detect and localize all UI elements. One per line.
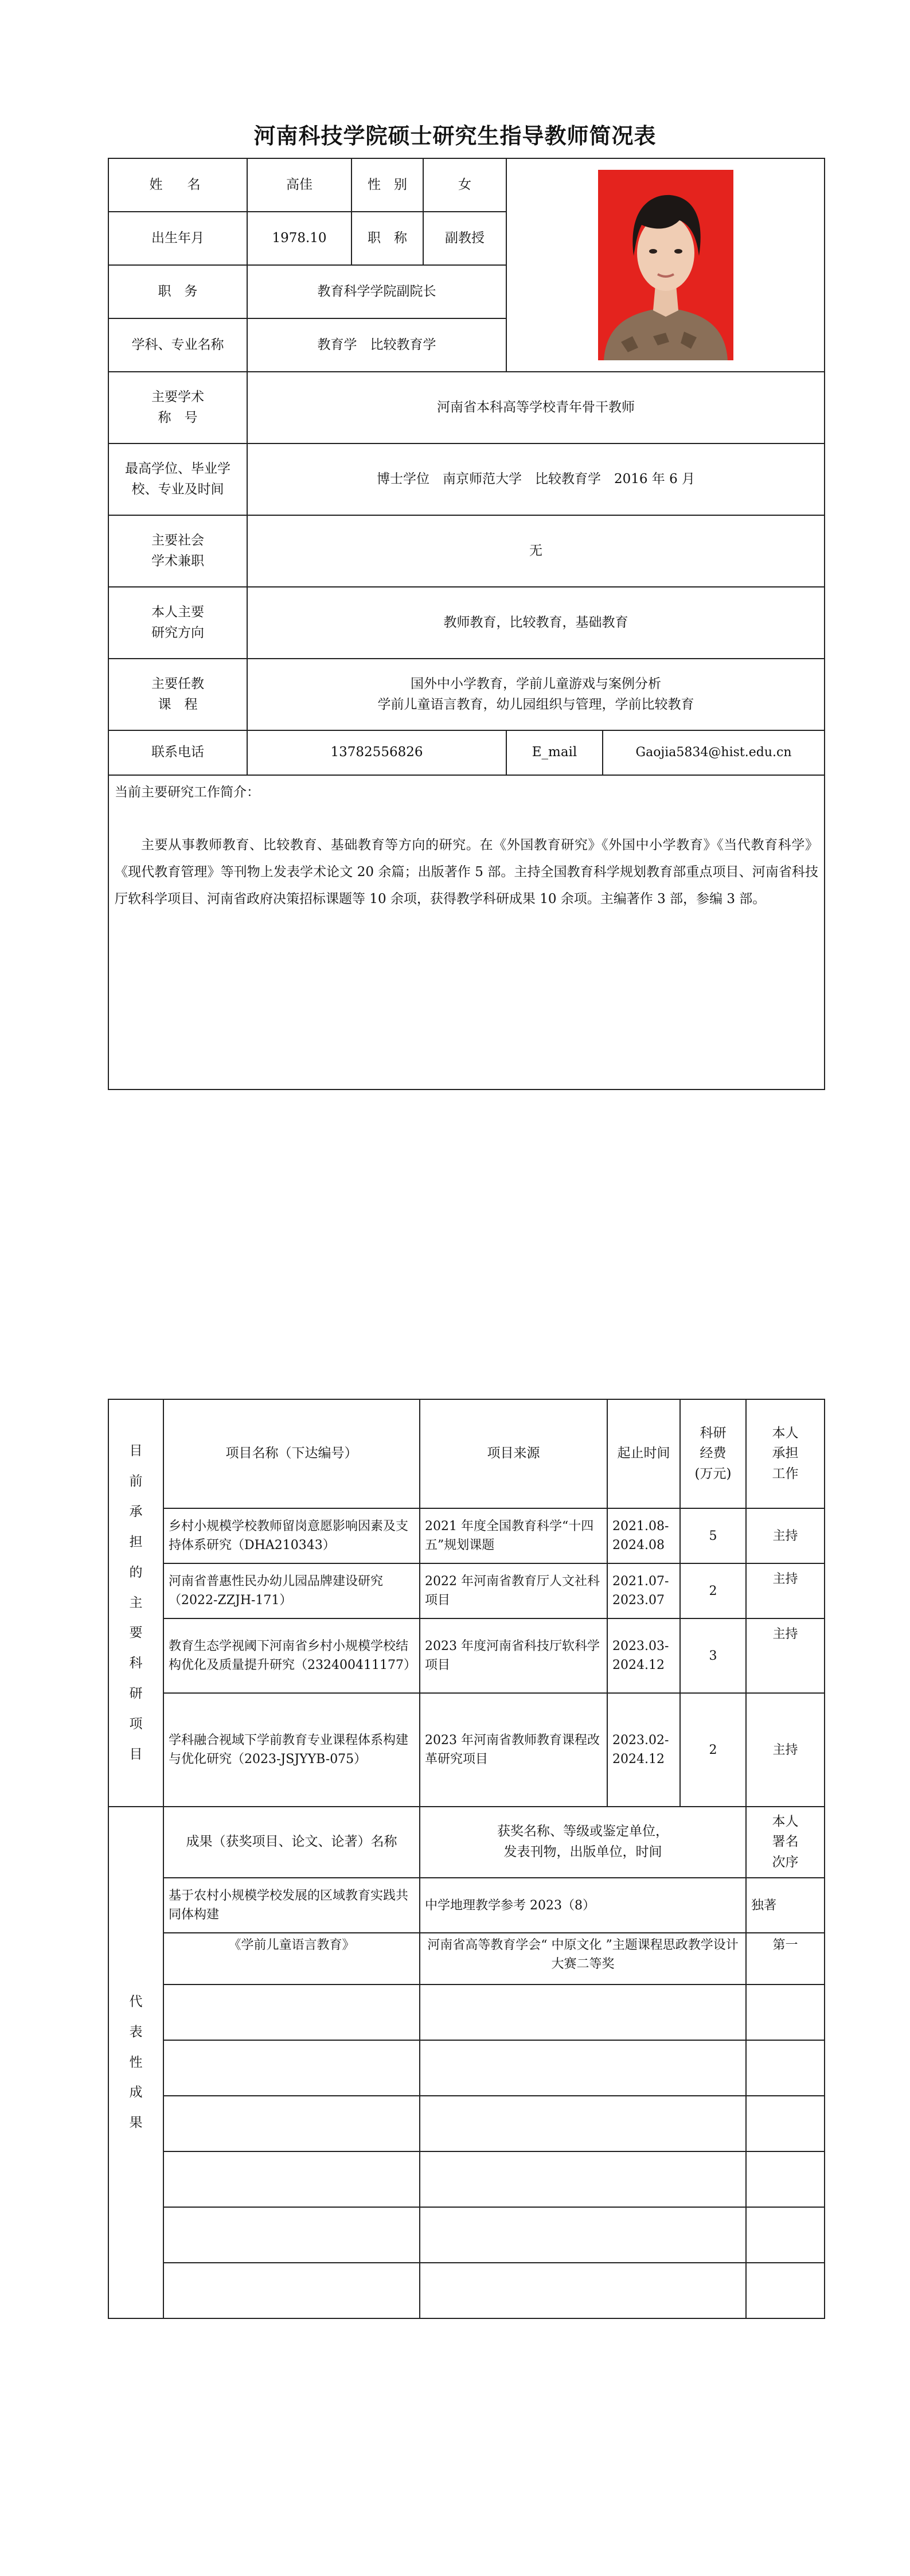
col-project-role: 本人 承担 工作 [746,1399,825,1508]
name-label: 姓 名 [108,158,247,212]
achievement-name: 基于农村小规模学校发展的区域教育实践共同体构建 [163,1878,420,1933]
social-value: 无 [247,515,825,587]
project-name: 乡村小规模学校教师留岗意愿影响因素及支持体系研究（DHA210343） [163,1508,420,1563]
summary-text: 主要从事教师教育、比较教育、基础教育等方向的研究。在《外国教育研究》《外国中小学教育》《当代教育科学》《现代教育管理》等刊物上发表学术论文 20 余篇；出版著作 5 部。主持全国教育科学规划教育部重点项目、河南省科技厅软科学项目、河南省政府决策招标课题等 10 余项，获得教学科研成果 10 余项。主编著作 3 部，参编 3 部。 [115,838,818,907]
research-value: 教师教育，比较教育，基础教育 [247,587,825,659]
name-value: 高佳 [247,158,351,212]
email-value: Gaojia5834@hist.edu.cn [603,730,825,775]
gender-label: 性 别 [351,158,423,212]
project-funds: 3 [680,1618,746,1693]
achievement-info: 河南省高等教育学会“ 中原文化 ”主题课程思政教学设计大赛二等奖 [420,1933,746,1984]
project-time: 2023.02-2024.12 [607,1693,680,1807]
col-project-source: 项目来源 [420,1399,607,1508]
project-source: 2021 年度全国教育科学“十四五”规划课题 [420,1508,607,1563]
project-name: 河南省普惠性民办幼儿园品牌建设研究（2022-ZZJH-171） [163,1563,420,1618]
project-time: 2023.03-2024.12 [607,1618,680,1693]
table-row [108,1933,825,1984]
col-achievement-info: 获奖名称、等级或鉴定单位， 发表刊物，出版单位，时间 [420,1807,746,1878]
social-label: 主要社会 学术兼职 [108,515,247,587]
position-label: 职 务 [108,265,247,318]
table-row [108,1508,825,1563]
table-row [108,1618,825,1693]
project-time: 2021.08-2024.08 [607,1508,680,1563]
rank-label: 职 称 [351,212,423,265]
project-source: 2022 年河南省教育厅人文社科项目 [420,1563,607,1618]
birth-value: 1978.10 [247,212,351,265]
major-value: 教育学 比较教育学 [247,318,506,372]
project-funds: 2 [680,1563,746,1618]
table-row [108,1693,825,1807]
project-role: 主持 [746,1508,825,1563]
table-row [108,1563,825,1618]
major-label: 学科、专业名称 [108,318,247,372]
gender-value: 女 [423,158,506,212]
birth-label: 出生年月 [108,212,247,265]
photo-cell [506,158,825,372]
col-project-funds: 科研 经费 (万元) [680,1399,746,1508]
research-label: 本人主要 研究方向 [108,587,247,659]
project-source: 2023 年度河南省科技厅软科学项目 [420,1618,607,1693]
project-time: 2021.07-2023.07 [607,1563,680,1618]
table-row [108,1878,825,1933]
degree-value: 博士学位 南京师范大学 比较教育学 2016 年 6 月 [247,443,825,515]
teacher-photo [598,170,733,360]
profile-table [108,158,825,1090]
project-source: 2023 年河南省教师教育课程改革研究项目 [420,1693,607,1807]
table-row [108,2263,825,2318]
project-funds: 5 [680,1508,746,1563]
phone-label: 联系电话 [108,730,247,775]
table-row [108,2151,825,2207]
achievements-side-label: 代 表 性 成 果 [108,1807,163,2318]
honor-value: 河南省本科高等学校青年骨干教师 [247,372,825,443]
achievement-order: 第一 [746,1933,825,1984]
project-name: 学科融合视域下学前教育专业课程体系构建与优化研究（2023-JSJYYB-075） [163,1693,420,1807]
project-name: 教育生态学视阈下河南省乡村小规模学校结构优化及质量提升研究（232400411177） [163,1618,420,1693]
achievement-order: 独著 [746,1878,825,1933]
project-role: 主持 [746,1618,825,1693]
project-role: 主持 [746,1563,825,1618]
projects-side-label: 目 前 承 担 的 主 要 科 研 项 目 [108,1399,163,1807]
phone-value: 13782556826 [247,730,506,775]
project-role: 主持 [746,1693,825,1807]
col-project-time: 起止时间 [607,1399,680,1508]
achievement-name: 《学前儿童语言教育》 [163,1933,420,1984]
table-row [108,2207,825,2263]
research-summary [108,775,825,1089]
rank-value: 副教授 [423,212,506,265]
email-label: E_mail [506,730,603,775]
courses-value: 国外中小学教育，学前儿童游戏与案例分析 学前儿童语言教育，幼儿园组织与管理，学前比较教育 [247,659,825,730]
degree-label: 最高学位、毕业学 校、专业及时间 [108,443,247,515]
table-row [108,2096,825,2151]
achievement-info: 中学地理教学参考 2023（8） [420,1878,746,1933]
project-funds: 2 [680,1693,746,1807]
col-project-name: 项目名称（下达编号） [163,1399,420,1508]
table-row [108,1984,825,2040]
col-achievement-name: 成果（获奖项目、论文、论著）名称 [163,1807,420,1878]
honor-label: 主要学术 称 号 [108,372,247,443]
table-row [108,2040,825,2096]
col-achievement-order: 本人 署名 次序 [746,1807,825,1878]
position-value: 教育科学学院副院长 [247,265,506,318]
projects-achievements-table [108,1399,825,2319]
courses-label: 主要任教 课 程 [108,659,247,730]
page-title: 河南科技学院硕士研究生指导教师简况表 [253,123,657,149]
summary-heading: 当前主要研究工作简介： [115,785,260,800]
